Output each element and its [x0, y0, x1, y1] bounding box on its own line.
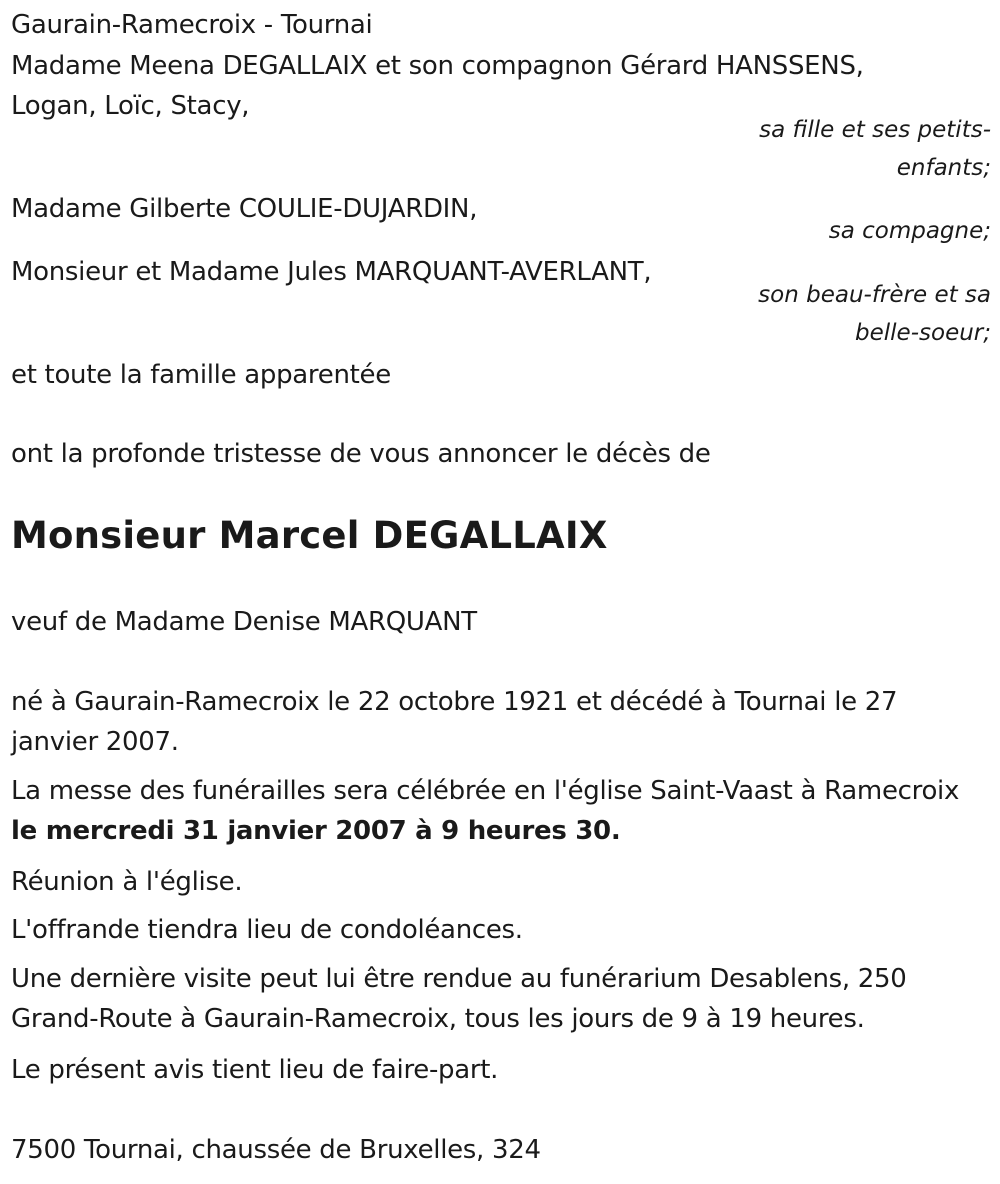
widower-text: veuf de Madame Denise MARQUANT — [11, 607, 477, 637]
funeral-mass-text — [11, 771, 971, 851]
family-line-grandchildren: Logan, Loïc, Stacy, — [11, 91, 250, 121]
family-line-daughter: Madame Meena DEGALLAIX et son compagnon Gérard HANSSENS, — [11, 51, 864, 81]
relation-companion: sa compagne; — [828, 218, 991, 244]
relation-in-laws: son beau-frère et sa belle-soeur; — [758, 282, 991, 346]
family-line-in-laws: Monsieur et Madame Jules MARQUANT-AVERLANT, — [11, 257, 652, 287]
address-text: 7500 Tournai, chaussée de Bruxelles, 324 — [11, 1135, 541, 1165]
offering-text: L'offrande tiendra lieu de condoléances. — [11, 915, 523, 945]
meeting-text: Réunion à l'église. — [11, 867, 243, 897]
location-heading: Gaurain-Ramecroix - Tournai — [11, 10, 373, 40]
announcement-text: ont la profonde tristesse de vous annoncer le décès de — [11, 439, 711, 469]
funeral-mass-date: le mercredi 31 janvier 2007 à 9 heures 30. — [11, 816, 621, 846]
notice-text: Le présent avis tient lieu de faire-part. — [11, 1055, 499, 1085]
funeral-mass-intro: La messe des funérailles sera célébrée en l'église Saint-Vaast à Ramecroix — [11, 776, 960, 806]
birth-death-text: né à Gaurain-Ramecroix le 22 octobre 1921 et décédé à Tournai le 27 janvier 2007. — [11, 687, 898, 757]
relation-daughter-grandchildren: sa fille et ses petits-enfants; — [759, 117, 991, 181]
family-line-companion: Madame Gilberte COULIE-DUJARDIN, — [11, 194, 478, 224]
visit-text: Une dernière visite peut lui être rendue au funérarium Desablens, 250 Grand-Route à Gaurain-Ramecroix, tous les jours de 9 à 19 heures. — [11, 964, 907, 1034]
family-line-extended: et toute la famille apparentée — [11, 360, 391, 390]
deceased-name: Monsieur Marcel DEGALLAIX — [11, 514, 608, 557]
